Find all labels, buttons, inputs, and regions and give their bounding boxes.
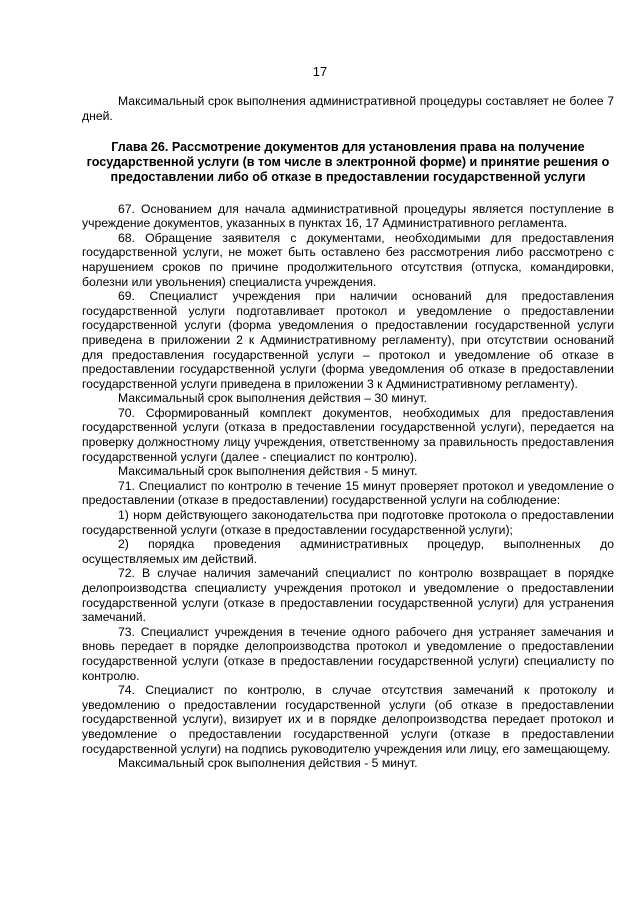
paragraph-74: 74. Специалист по контролю, в случае отсутствия замечаний к протоколу и уведомлению о предоставлении государственной услуги (об отказе в предоставлении государственной услуги), визирует их и в порядке делопроизводства передает протокол и уведомление о предоставлении государственной услуги (отказе в предоставлении государственной услуги) на подпись руководителю учреждения или лицу, его замещающему. — [82, 683, 614, 756]
paragraph-71: 71. Специалист по контролю в течение 15 минут проверяет протокол и уведомление о предоставлении (отказе в предоставлении) государственной услуги на соблюдение: — [82, 478, 614, 508]
paragraph-72: 72. В случае наличия замечаний специалист по контролю возвращает в порядке делопроизводства специалисту учреждения протокол и уведомление о предоставлении государственной услуги (отказе в предоставлении государственной услуги) для устранения замечаний. — [82, 566, 614, 625]
paragraph-68: 68. Обращение заявителя с документами, необходимыми для предоставления государственной услуги, не может быть оставлено без рассмотрения либо рассмотрено с нарушением сроков по причине продолжительного отсутствия (отпуска, командировки, болезни или увольнения) специалиста учреждения. — [82, 230, 614, 289]
intro-paragraph: Максимальный срок выполнения административной процедуры составляет не более 7 дней. — [82, 94, 614, 123]
max-time-note: Максимальный срок выполнения действия - 5 минут. — [118, 756, 418, 771]
document-body — [82, 94, 614, 771]
paragraph-73: 73. Специалист учреждения в течение одного рабочего дня устраняет замечания и вновь передает в порядке делопроизводства протокол и уведомление о предоставлении государственной услуги (отказе в предоставлении государственной услуги) специалисту по контролю. — [82, 624, 614, 683]
chapter-title: Глава 26. Рассмотрение документов для установления права на получение государственной услуги (в том числе в электронной форме) и принятие решения о предоставлении либо об отказе в предоставлении государственной услуги — [86, 140, 610, 184]
list-item-1: 1) норм действующего законодательства при подготовке протокола о предоставлении государственной услуги (отказе в предоставлении государственной услуги); — [82, 508, 614, 537]
paragraph-69: 69. Специалист учреждения при наличии оснований для предоставления государственной услуги подготавливает протокол и уведомление о предоставлении государственной услуги (форма уведомления о предоставлении государственной услуги приведена в приложении 2 к Административному регламенту), при отсутствии оснований для предоставления государственной услуги – протокол и уведомление об отказе в предоставлении государственной услуги (форма уведомления об отказе в предоставлении государственной услуги приведена в приложении 3 к Административному регламенту). — [82, 289, 614, 391]
list-item-2: 2) порядка проведения административных процедур, выполненных до осуществляемых им действий. — [82, 537, 614, 566]
paragraph-67: 67. Основанием для начала административной процедуры является поступление в учреждение документов, указанных в пунктах 16, 17 Административного регламента. — [82, 201, 614, 231]
page-number: 17 — [312, 64, 328, 79]
paragraph-70: 70. Сформированный комплект документов, необходимых для предоставления государственной услуги (отказа в предоставлении государственной услуги), передается на проверку должностному лицу учреждения, ответственному за правильность предоставления государственной услуги (далее - специалист по контролю). — [82, 405, 614, 464]
max-time-note: Максимальный срок выполнения действия - 5 минут. — [118, 464, 418, 479]
max-time-note: Максимальный срок выполнения действия – 30 минут. — [118, 391, 427, 406]
